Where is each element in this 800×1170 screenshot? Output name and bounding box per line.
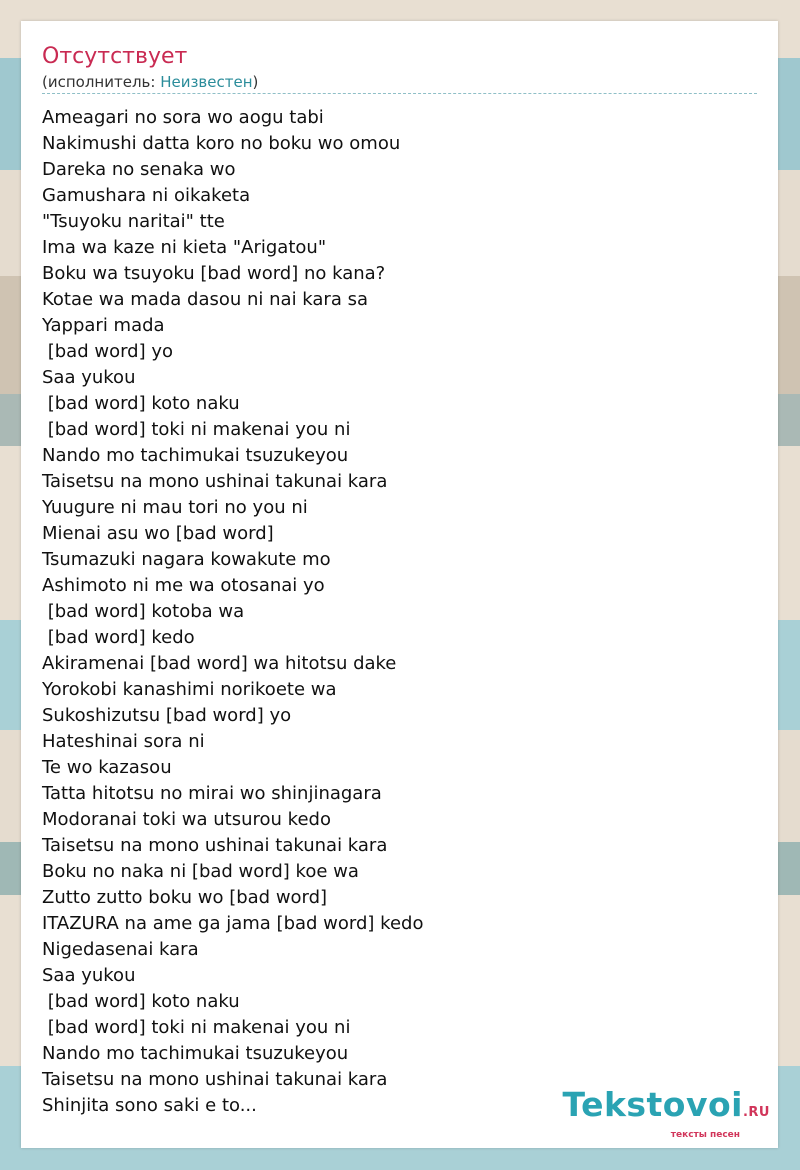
lyric-line: Taisetsu na mono ushinai takunai kara [42,1069,388,1090]
song-title: Отсутствует [42,44,188,69]
lyric-line: [bad word] kedo [42,627,195,648]
lyric-line: Tatta hitotsu no mirai wo shinjinagara [42,783,382,804]
lyric-line: Sukoshizutsu [bad word] yo [42,705,292,726]
lyric-line: Nando mo tachimukai tsuzukeyou [42,1043,349,1064]
lyric-line: Te wo kazasou [42,757,172,778]
lyric-line: Hateshinai sora ni [42,731,205,752]
lyric-line: Ameagari no sora wo aogu tabi [42,107,324,128]
title-divider [42,93,757,94]
lyric-line: Mienai asu wo [bad word] [42,523,274,544]
logo-tld: .RU [742,1105,770,1120]
lyric-line: Ashimoto ni me wa otosanai yo [42,575,325,596]
site-logo[interactable] [562,1085,770,1140]
artist-line [42,72,258,92]
artist-suffix: ) [252,73,259,91]
lyric-line: Shinjita sono saki e to... [42,1095,257,1116]
lyric-line: Akiramenai [bad word] wa hitotsu dake [42,653,397,674]
lyric-line: Nakimushi datta koro no boku wo omou [42,133,401,154]
lyric-line: Kotae wa mada dasou ni nai kara sa [42,289,368,310]
lyric-line: Taisetsu na mono ushinai takunai kara [42,835,388,856]
lyric-line: Boku wa tsuyoku [bad word] no kana? [42,263,386,284]
lyric-line: Saa yukou [42,965,136,986]
lyric-line: [bad word] koto naku [42,991,240,1012]
lyric-line: [bad word] koto naku [42,393,240,414]
lyric-line: Yappari mada [42,315,165,336]
lyric-line: Yuugure ni mau tori no you ni [42,497,308,518]
artist-prefix: (исполнитель: [42,73,161,91]
lyrics-body [42,105,762,1119]
lyric-line: Boku no naka ni [bad word] koe wa [42,861,359,882]
lyric-line: "Tsuyoku naritai" tte [42,211,225,232]
lyric-line: Ima wa kaze ni kieta "Arigatou" [42,237,327,258]
logo-name: Tekstovoi [562,1085,743,1124]
lyrics-card [21,21,778,1148]
lyric-line: Modoranai toki wa utsurou kedo [42,809,331,830]
lyric-line: Tsumazuki nagara kowakute mo [42,549,331,570]
lyric-line: Saa yukou [42,367,136,388]
lyric-line: Nigedasenai kara [42,939,199,960]
lyric-line: [bad word] toki ni makenai you ni [42,1017,351,1038]
lyric-line: Zutto zutto boku wo [bad word] [42,887,328,908]
lyric-line: [bad word] yo [42,341,174,362]
lyric-line: Dareka no senaka wo [42,159,236,180]
lyric-line: Yorokobi kanashimi norikoete wa [42,679,337,700]
artist-link[interactable]: Неизвестен [160,73,253,91]
lyric-line: [bad word] toki ni makenai you ni [42,419,351,440]
lyric-line: ITAZURA na ame ga jama [bad word] kedo [42,913,424,934]
lyric-line: Taisetsu na mono ushinai takunai kara [42,471,388,492]
logo-tagline: тексты песен [670,1130,740,1140]
lyric-line: [bad word] kotoba wa [42,601,245,622]
lyric-line: Gamushara ni oikaketa [42,185,251,206]
lyric-line: Nando mo tachimukai tsuzukeyou [42,445,349,466]
logo-wordmark [562,1085,770,1130]
